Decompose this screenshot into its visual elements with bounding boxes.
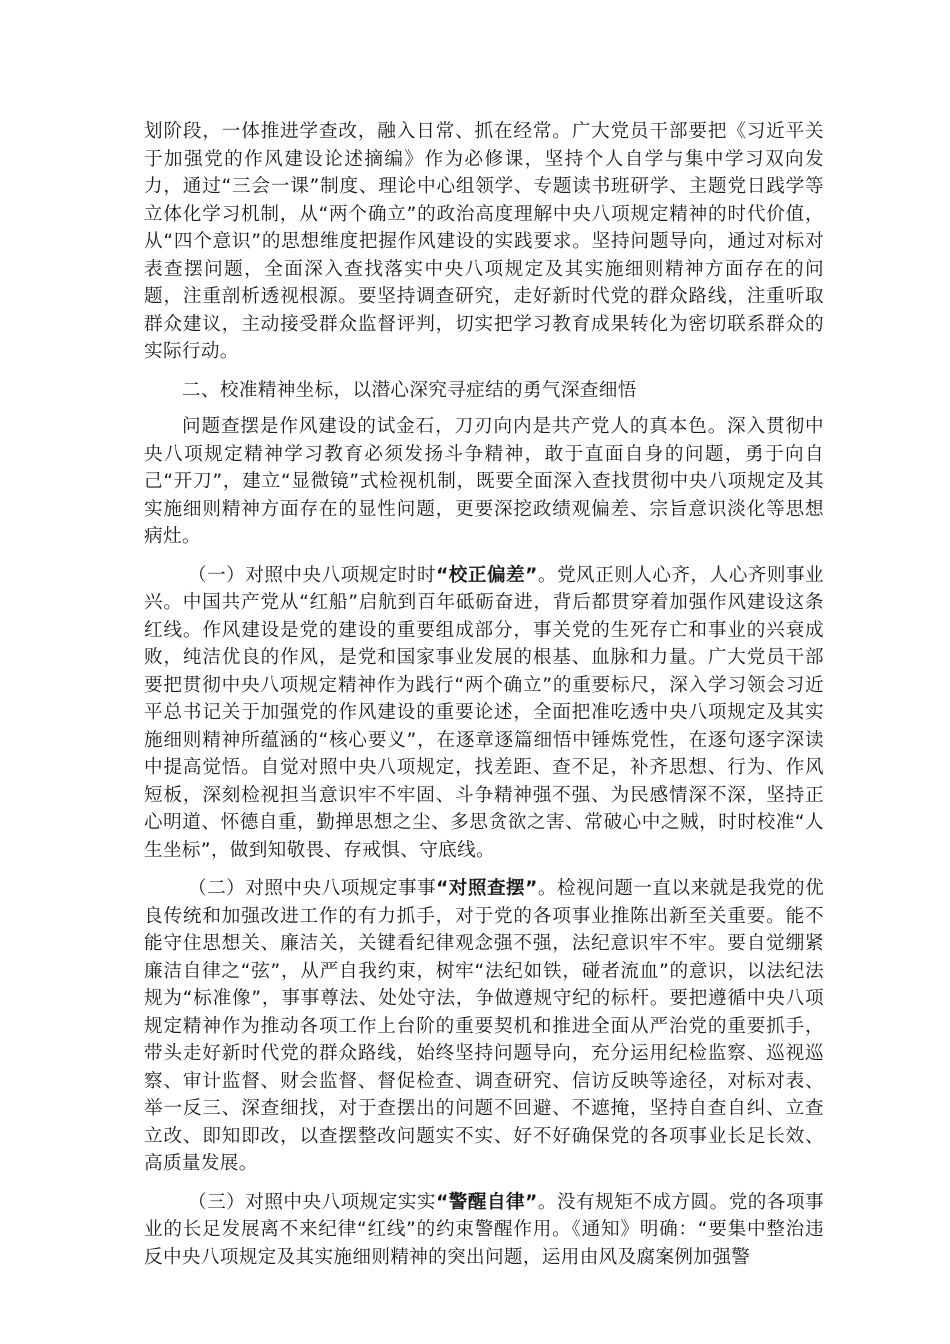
paragraph-text: 检视问题一直以来就是我党的优良传统和加强改进工作的有力抓手，对于党的各项事业推陈出新至关重要。能不能守住思想关、廉洁关，关键看纪律观念强不强，法纪意识牢不牢。要自觉绷紧廉洁自律之“弦”，从严自我约束，树牢“法纪如铁，碰者流血”的意识，以法纪法规为“标准像”，事事尊法、处处守法，争做遵规守纪的标杆。要把遵循中央八项规定精神作为推动各项工作上台阶的重要契机和推进全面从严治党的重要抓手，带头走好新时代党的群众路线，始终坚持问题导向，充分运用纪检监察、巡视巡察、审计监督、财会监督、督促检查、调查研究、信访反映等途径，对标对表、举一反三、深查细找，对于查摆出的问题不回避、不遮掩，坚持自查自纠、立查立改、即知即改，以查摆整改问题实不实、好不好确保党的各项事业长足长效、高质量发展。 [144,878,824,1174]
subsection-paragraph-1 [144,562,824,865]
subsection-lead-end: 。 [537,564,557,586]
subsection-lead-end: 。 [537,878,557,899]
subsection-lead-end: 。 [537,1191,557,1213]
subsection-lead: （一）对照中央八项规定时时 [188,564,437,586]
subsection-lead: （三）对照中央八项规定实实 [188,1191,437,1213]
subsection-lead: （二）对照中央八项规定事事 [188,878,437,899]
subsection-paragraph-2 [144,875,824,1178]
subsection-lead-emphasis: “警醒自律” [436,1191,538,1213]
subsection-lead-emphasis: “对照查摆” [436,878,538,899]
section-heading-2 [144,377,824,405]
body-paragraph-1 [144,118,824,366]
paragraph-text: 党风正则人心齐，人心齐则事业兴。中国共产党从“红船”启航到百年砥砺奋进，背后都贯穿着加强作风建设这条红线。作风建设是党的建设的重要组成部分，事关党的生死存亡和事业的兴衰成败，纯洁优良的作风，是党和国家事业发展的根基、血脉和力量。广大党员干部要把贯彻中央八项规定精神作为践行“两个确立”的重要标尺，深入学习领会习近平总书记关于加强党的作风建设的重要论述，全面把准吃透中央八项规定及其实施细则精神所蕴涵的“核心要义”，在逐章逐篇细悟中锤炼党性，在逐句逐字深读中提高觉悟。自觉对照中央八项规定，找差距、查不足，补齐思想、行为、作风短板，深刻检视担当意识牢不牢固、斗争精神强不强、为民感情深不深，坚持正心明道、怀德自重，勤掸思想之尘、多思贪欲之害、常破心中之贼，时时校准“人生坐标”，做到知敬畏、存戒惧、守底线。 [144,564,824,861]
paragraph-text: 没有规矩不成方圆。党的各项事业的长足发展离不来纪律“红线”的约束警醒作用。《通知》明确：“要集中整治违反中央八项规定及其实施细则精神的突出问题，运用由风及腐案例加强警 [144,1191,824,1268]
body-paragraph-2 [144,413,824,551]
paragraph-text: 问题查摆是作风建设的试金石，刀刃向内是共产党人的真本色。深入贯彻中央八项规定精神学习教育必须发扬斗争精神，敢于直面自身的问题，勇于向自己“开刀”，建立“显微镜”式检视机制，既要全面深入查找贯彻中央八项规定及其实施细则精神方面存在的显性问题，更要深挖政绩观偏差、宗旨意识淡化等思想病灶。 [144,416,824,547]
document-body [144,118,824,1282]
paragraph-text: 划阶段，一体推进学查改，融入日常、抓在经常。广大党员干部要把《习近平关于加强党的作风建设论述摘编》作为必修课，坚持个人自学与集中学习双向发力，通过“三会一课”制度、理论中心组领学、专题读书班研学、主题党日践学等立体化学习机制，从“两个确立”的政治高度理解中央八项规定精神的时代价值，从“四个意识”的思想维度把握作风建设的实践要求。坚持问题导向，通过对标对表查摆问题，全面深入查找落实中央八项规定及其实施细则精神方面存在的问题，注重剖析透视根源。要坚持调查研究，走好新时代党的群众路线，注重听取群众建议，主动接受群众监督评判，切实把学习教育成果转化为密切联系群众的实际行动。 [144,121,824,362]
subsection-paragraph-3 [144,1189,824,1272]
heading-text: 二、校准精神坐标，以潜心深究寻症结的勇气深查细悟 [182,379,637,401]
subsection-lead-emphasis: “校正偏差” [436,564,538,586]
